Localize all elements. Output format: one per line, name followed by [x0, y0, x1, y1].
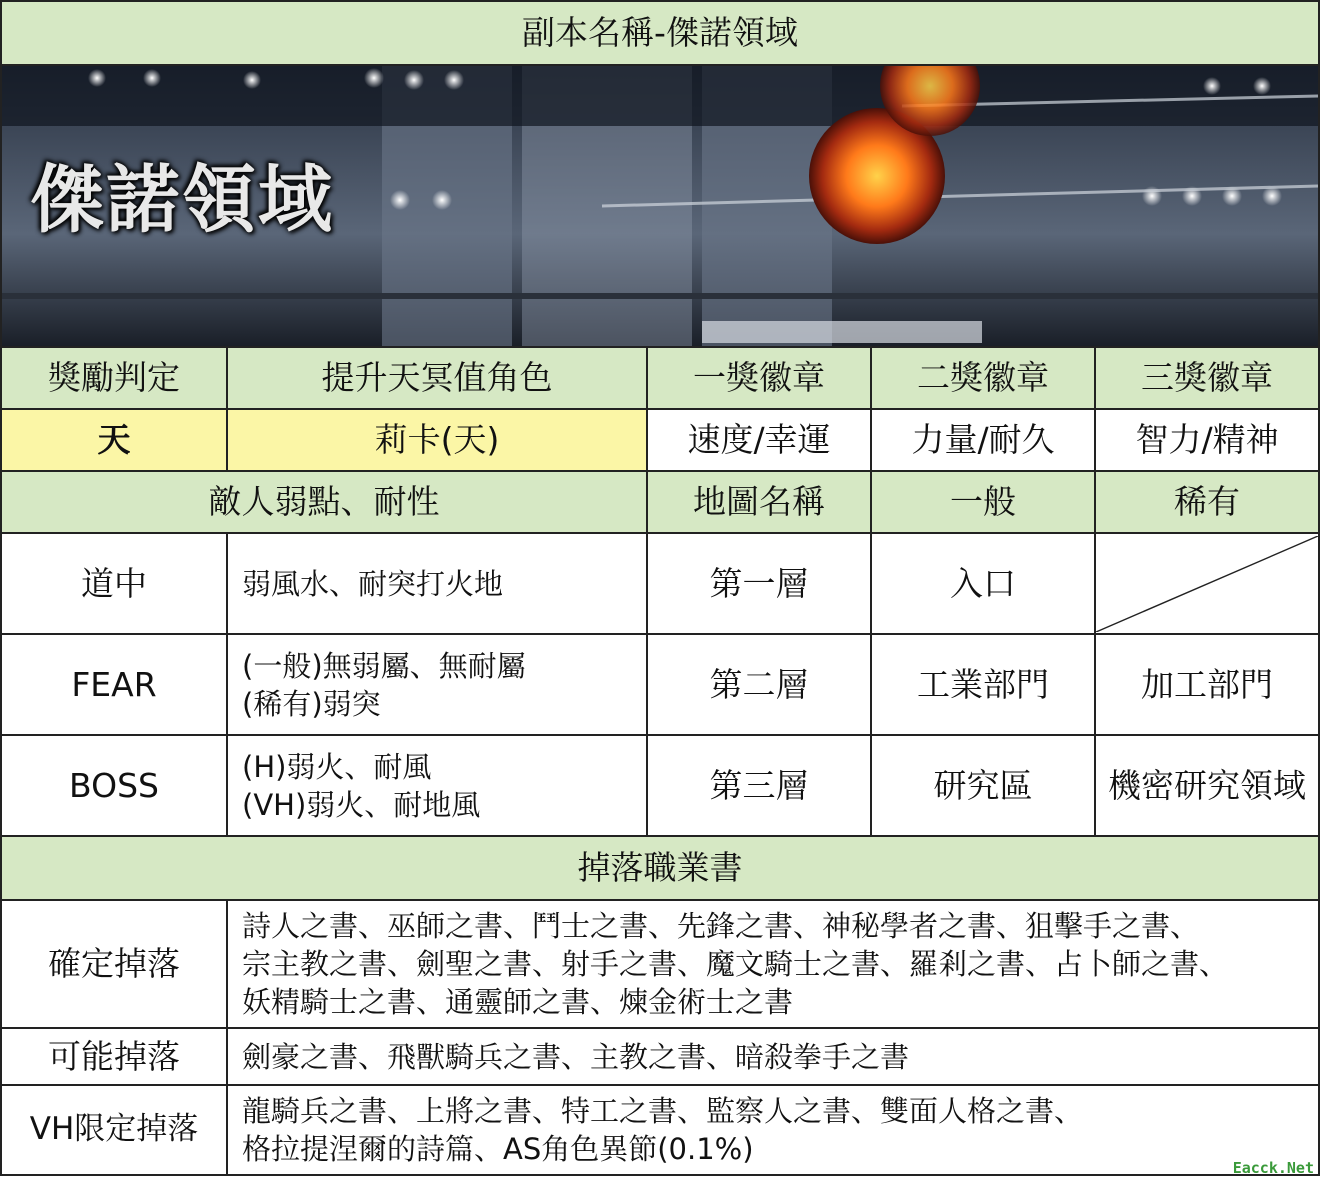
- drop-books: [227, 900, 1319, 1028]
- watermark: Eacck.Net: [1232, 1159, 1314, 1177]
- third-badge-value: 智力/精神: [1095, 409, 1319, 471]
- map-normal: 工業部門: [871, 634, 1095, 735]
- dungeon-banner: [1, 65, 1319, 347]
- header-first-badge: 一獎徽章: [647, 347, 871, 409]
- banner-title: 傑諾領域: [30, 157, 334, 243]
- first-badge-value: 速度/幸運: [647, 409, 871, 471]
- header-third-badge: 三獎徽章: [1095, 347, 1319, 409]
- role-value: 莉卡(天): [227, 409, 647, 471]
- enemy-weakness: [227, 735, 647, 836]
- drop-line: 宗主教之書、劍聖之書、射手之書、魔文騎士之書、羅剎之書、占卜師之書、: [242, 947, 1229, 981]
- header-role: 提升天冥值角色: [227, 347, 647, 409]
- dungeon-title: 副本名稱-傑諾領域: [1, 1, 1319, 65]
- weakness-line: (VH)弱火、耐地風: [242, 787, 481, 822]
- weakness-line: (一般)無弱屬、無耐屬: [242, 648, 526, 683]
- header-normal: 一般: [871, 471, 1095, 533]
- enemy-type: BOSS: [1, 735, 227, 836]
- drop-books: [227, 1028, 1319, 1085]
- drop-line: 劍豪之書、飛獸騎兵之書、主教之書、暗殺拳手之書: [242, 1039, 910, 1074]
- map-rare: 加工部門: [1095, 634, 1319, 735]
- enemy-type: 道中: [1, 533, 227, 634]
- map-rare: 機密研究領域: [1095, 735, 1319, 836]
- enemy-weakness: [227, 634, 647, 735]
- second-badge-value: 力量/耐久: [871, 409, 1095, 471]
- reward-judge-value: 天: [1, 409, 227, 471]
- map-rare-empty: [1095, 533, 1319, 634]
- drop-line: 格拉提涅爾的詩篇、AS角色異節(0.1%): [242, 1132, 754, 1166]
- drop-line: 龍騎兵之書、上將之書、特工之書、監察人之書、雙面人格之書、: [242, 1094, 1084, 1128]
- map-normal: 研究區: [871, 735, 1095, 836]
- drop-books: [227, 1085, 1319, 1175]
- header-reward-judge: 獎勵判定: [1, 347, 227, 409]
- header-weakness: 敵人弱點、耐性: [1, 471, 647, 533]
- weakness-row: [1, 533, 1319, 634]
- map-floor: 第三層: [647, 735, 871, 836]
- drop-line: 詩人之書、巫師之書、鬥士之書、先鋒之書、神秘學者之書、狙擊手之書、: [242, 909, 1200, 943]
- drop-label: 可能掉落: [1, 1028, 227, 1085]
- enemy-weakness: [227, 533, 647, 634]
- map-floor: 第二層: [647, 634, 871, 735]
- weakness-row: [1, 634, 1319, 735]
- header-rare: 稀有: [1095, 471, 1319, 533]
- drop-row: [1, 1028, 1319, 1085]
- weakness-row: [1, 735, 1319, 836]
- drop-label: 確定掉落: [1, 900, 227, 1028]
- drop-row: [1, 1085, 1319, 1175]
- drop-row: [1, 900, 1319, 1028]
- map-floor: 第一層: [647, 533, 871, 634]
- map-normal: 入口: [871, 533, 1095, 634]
- header-second-badge: 二獎徽章: [871, 347, 1095, 409]
- weakness-line: 弱風水、耐突打火地: [242, 566, 504, 601]
- header-map: 地圖名稱: [647, 471, 871, 533]
- diagonal-slash: [1096, 536, 1318, 632]
- drop-label: VH限定掉落: [1, 1085, 227, 1175]
- weakness-line: (H)弱火、耐風: [242, 749, 432, 784]
- weakness-line: (稀有)弱突: [242, 686, 381, 721]
- drop-line: 妖精騎士之書、通靈師之書、煉金術士之書: [242, 985, 794, 1019]
- enemy-type: FEAR: [1, 634, 227, 735]
- drop-header: 掉落職業書: [1, 836, 1319, 900]
